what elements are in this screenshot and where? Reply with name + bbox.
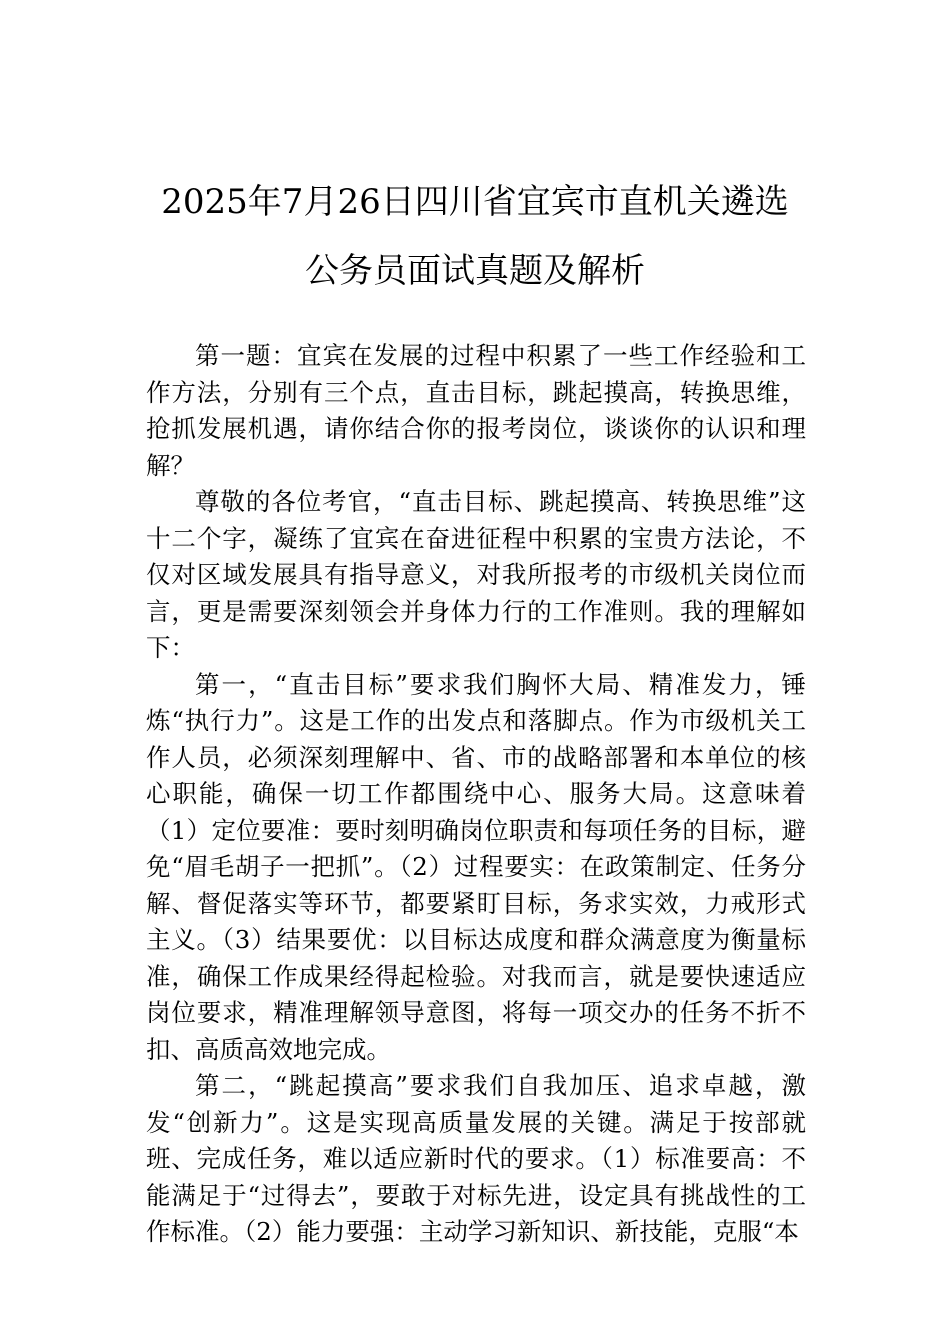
answer-intro-paragraph: 尊敬的各位考官，“直击目标、跳起摸高、转换思维”这十二个字，凝练了宜宾在奋进征程中积累的宝贵方法论，不仅对区域发展具有指导意义，对我所报考的市级机关岗位而言，更是需要深刻领会并身体力行的工作准则。我的理解如下： bbox=[146, 487, 806, 662]
answer-point-2-paragraph: 第二，“跳起摸高”要求我们自我加压、追求卓越，激发“创新力”。这是实现高质量发展的关键。满足于按部就班、完成任务，难以适应新时代的要求。（1）标准要高：不能满足于“过得去”，要敢于对标先进，设定具有挑战性的工作标准。（2）能力要强：主动学习新知识、新技能，克服“本 bbox=[146, 1071, 806, 1246]
document-title-line-1: 2025年7月26日四川省宜宾市直机关遴选 bbox=[161, 182, 789, 222]
document-title-line-2: 公务员面试真题及解析 bbox=[305, 251, 645, 291]
question-paragraph: 第一题：宜宾在发展的过程中积累了一些工作经验和工作方法，分别有三个点，直击目标，跳起摸高，转换思维，抢抓发展机遇，请你结合你的报考岗位，谈谈你的认识和理解？ bbox=[146, 341, 806, 480]
document-body bbox=[146, 338, 806, 1251]
answer-point-1-paragraph: 第一，“直击目标”要求我们胸怀大局、精准发力，锤炼“执行力”。这是工作的出发点和落脚点。作为市级机关工作人员，必须深刻理解中、省、市的战略部署和本单位的核心职能，确保一切工作都围绕中心、服务大局。这意味着（1）定位要准：要时刻明确岗位职责和每项任务的目标，避免“眉毛胡子一把抓”。（2）过程要实：在政策制定、任务分解、督促落实等环节，都要紧盯目标，务求实效，力戒形式主义。（3）结果要优：以目标达成度和群众满意度为衡量标准，确保工作成果经得起检验。对我而言，就是要快速适应岗位要求，精准理解领导意图，将每一项交办的任务不折不扣、高质高效地完成。 bbox=[146, 669, 806, 1064]
